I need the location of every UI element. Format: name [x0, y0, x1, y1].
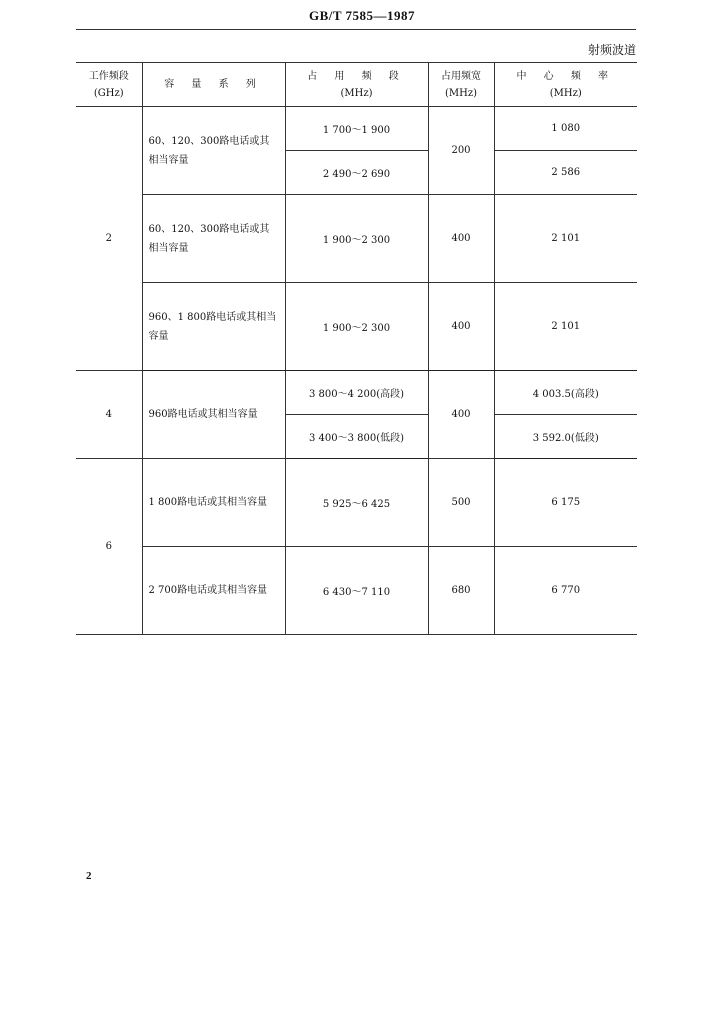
bandwidth-cell: 500	[428, 459, 494, 547]
center-frequency-cell: 2 586	[494, 151, 637, 195]
header-occupied-band: 占 用 频 段 (MHz)	[285, 63, 428, 107]
capacity-cell: 60、120、300路电话或其相当容量	[142, 107, 285, 195]
occupied-band-cell: 1 900～2 300	[285, 195, 428, 283]
table-row	[76, 107, 637, 151]
rf-channel-table	[76, 62, 637, 635]
capacity-cell: 2 700路电话或其相当容量	[142, 547, 285, 635]
header-capacity: 容 量 系 列	[142, 63, 285, 107]
occupied-band-cell: 3 800～4 200(高段)	[285, 371, 428, 415]
table-row	[76, 459, 637, 547]
occupied-band-cell: 3 400～3 800(低段)	[285, 415, 428, 459]
header-bandwidth: 占用频宽 (MHz)	[428, 63, 494, 107]
center-frequency-cell: 6 770	[494, 547, 637, 635]
occupied-band-cell: 2 490～2 690	[285, 151, 428, 195]
table-row	[76, 371, 637, 415]
bandwidth-cell: 200	[428, 107, 494, 195]
occupied-band-cell: 5 925～6 425	[285, 459, 428, 547]
center-frequency-cell: 1 080	[494, 107, 637, 151]
table-row	[76, 547, 637, 635]
occupied-band-cell: 6 430～7 110	[285, 547, 428, 635]
bandwidth-cell: 680	[428, 547, 494, 635]
header-rule	[76, 29, 636, 30]
center-frequency-cell: 2 101	[494, 195, 637, 283]
occupied-band-cell: 1 900～2 300	[285, 283, 428, 371]
capacity-cell: 960路电话或其相当容量	[142, 371, 285, 459]
band-cell: 4	[76, 371, 142, 459]
table-row	[76, 283, 637, 371]
band-cell: 6	[76, 459, 142, 635]
page-number: 2	[86, 870, 92, 882]
capacity-cell: 60、120、300路电话或其相当容量	[142, 195, 285, 283]
center-frequency-cell: 6 175	[494, 459, 637, 547]
center-frequency-cell: 3 592.0(低段)	[494, 415, 637, 459]
header-band: 工作频段 (GHz)	[76, 63, 142, 107]
table-row	[76, 195, 637, 283]
table-caption: 射频波道	[587, 43, 636, 57]
occupied-band-cell: 1 700～1 900	[285, 107, 428, 151]
capacity-cell: 1 800路电话或其相当容量	[142, 459, 285, 547]
center-frequency-cell: 4 003.5(高段)	[494, 371, 637, 415]
center-frequency-cell: 2 101	[494, 283, 637, 371]
bandwidth-cell: 400	[428, 283, 494, 371]
bandwidth-cell: 400	[428, 195, 494, 283]
capacity-cell: 960、1 800路电话或其相当容量	[142, 283, 285, 371]
band-cell: 2	[76, 107, 142, 371]
bandwidth-cell: 400	[428, 371, 494, 459]
header-center-frequency: 中 心 频 率 (MHz)	[494, 63, 637, 107]
document-title: GB/T 7585—1987	[308, 8, 416, 23]
table-header-row	[76, 63, 637, 107]
